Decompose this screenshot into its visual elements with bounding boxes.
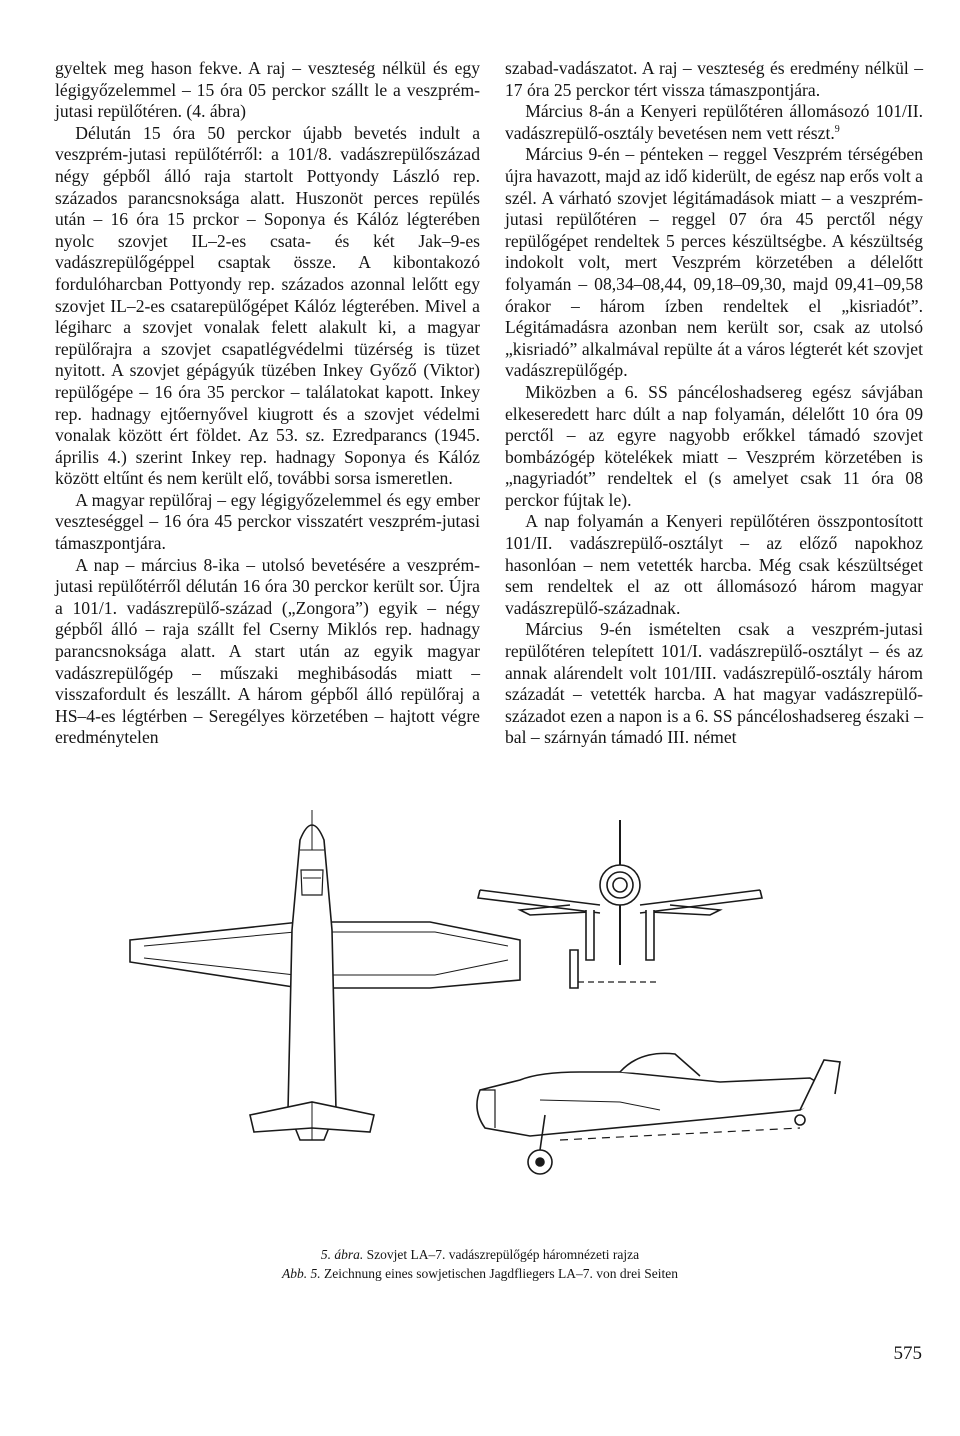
paragraph: Március 9-én ismételten csak a veszprém-jutasi repülőtéren telepített 101/I. vadászrepülő-osztályt – és az annak alárendelt volt 101/III. vadászrepülő-osztály három századát – vetették harcba. A hat magyar vadászrepülő-századot ezen a napon is a 6. SS páncéloshadsereg északi – bal – szárnyán támadó III. német [505, 619, 923, 748]
aircraft-three-view-drawing [100, 810, 860, 1230]
top-view [130, 810, 520, 1140]
paragraph: A magyar repülőraj – egy légigyőzelemmel és egy ember veszteséggel – 16 óra 45 perckor visszatért veszprém-jutasi támaszpontjára. [55, 489, 480, 554]
footnote-marker: 9 [834, 123, 840, 135]
paragraph: szabad-vadászatot. A raj – veszteség és eredmény nélkül – 17 óra 25 perckor tért vissza támaszpontjára. [505, 58, 923, 100]
caption-label: 5. ábra. [320, 1247, 364, 1262]
left-column [55, 58, 480, 749]
paragraph [505, 101, 923, 144]
right-column [505, 58, 923, 749]
caption-label: Abb. 5. [282, 1266, 321, 1281]
figure-caption-hungarian [0, 1247, 960, 1263]
paragraph: A nap folyamán a Kenyeri repülőtéren összpontosított 101/II. vadászrepülő-osztályt – az előző napokhoz hasonlóan – nem vetették harcba. Még csak készültséget sem rendeltek el az ott állomásozó három magyar vadászrepülő-századnak. [505, 511, 923, 618]
paragraph: Délután 15 óra 50 perckor újabb bevetés indult a veszprém-jutasi repülőtérről: a 101/8. vadászrepülőszázad négy gépből álló raja startolt Pottyondy László rep. százados parancsnoksága alatt. Huszonöt perces repülés után – 16 óra 15 prckor – Soponya és Kálóz légterében nyolc szovjet IL–2-es csata- és két Jak–9-es vadászrepülőgéppel csaptak össze. A kibontakozó fordulóharcban Pottyondy rep. százados azonnal lelőtt egy szovjet IL–2-es csatarepülőgépet Kálóz légterében. Mivel a légiharc a szovjet vonalak felett alakult ki, a magyar repülőrajra a szovjet csapatlégvédelmi tüzérség is tüzet nyitott. A szovjet gépágyúk tüzében Inkey Győző (Viktor) repülőgépe – 16 óra 35 perckor – találatokat kapott. Inkey rep. hadnagy ejtőernyővel kiugrott és a szovjet védelmi vonalak között ért földet. Az 53. sz. Ezredparancs (1945. április 4.) szerint Inkey rep. hadnagy Soponya és Kálóz között eltűnt és nem került elő, további sorsa ismeretlen. [55, 122, 480, 489]
page-number: 575 [893, 1343, 922, 1364]
paragraph: Március 9-én – pénteken – reggel Veszprém térségében újra havazott, majd az idő kiderült, de egész nap erős volt a szél. A várható szovjet légitámadások miatt – a veszprém-jutasi repülőtéren – reggel 07 óra 45 perctől négy repülőgépet rendeltek 5 perces készültségbe. A készültség indokolt volt, mert Veszprém körzetében a délelőtt folyamán – 08,34–08,44, 09,18–09,30, majd 09,41–09,58 órakor – három ízben rendeltek el „kisriadót”. Légitámadásra azonban nem került sor, csak az utolsó „kisriadó” alkalmával repülte át a város légterét két szovjet vadászrepülőgép. [505, 144, 923, 381]
paragraph-text: Március 8-án a Kenyeri repülőtéren állomásozó 101/II. vadászrepülő-osztály bevetésen nem vett részt. [505, 101, 923, 143]
caption-text: Szovjet LA–7. vadászrepülőgép háromnézeti rajza [366, 1247, 640, 1262]
side-view [477, 1053, 840, 1174]
paragraph: A nap – március 8-ika – utolsó bevetésére a veszprém-jutasi repülőtérről délután 16 óra 30 perckor került sor. Újra a 101/1. vadászrepülő-század („Zongora”) egyik – négy gépből álló – raja szállt fel Cserny Miklós rep. hadnagy parancsnoksága alatt. A start után az egyik magyar vadászrepülőgép – műszaki meghibásodás miatt – visszafordult és leszállt. A három gépből álló repülőraj a HS–4-es légtérben – Seregélyes körzetében – hajtott végre eredménytelen [55, 554, 480, 748]
paragraph: gyeltek meg hason fekve. A raj – veszteség nélkül és egy légigyőzelemmel – 15 óra 05 perckor szállt le a veszprém-jutasi repülőtéren. (4. ábra) [55, 58, 480, 122]
figure-caption-german [0, 1266, 960, 1282]
paragraph: Miközben a 6. SS páncéloshadsereg egész sávjában elkeseredett harc dúlt a nap folyamán, délelőtt 10 óra 09 perctől – az egyre nagyobb erőkkel támadó szovjet bombázógép kötelékek miatt – Veszprém körzetében is „nagyriadót” rendeltek el (s amelyet csak 11 óra 08 perckor fújtak le). [505, 381, 923, 510]
caption-text: Zeichnung eines sowjetischen Jagdfliegers LA–7. von drei Seiten [324, 1266, 678, 1281]
